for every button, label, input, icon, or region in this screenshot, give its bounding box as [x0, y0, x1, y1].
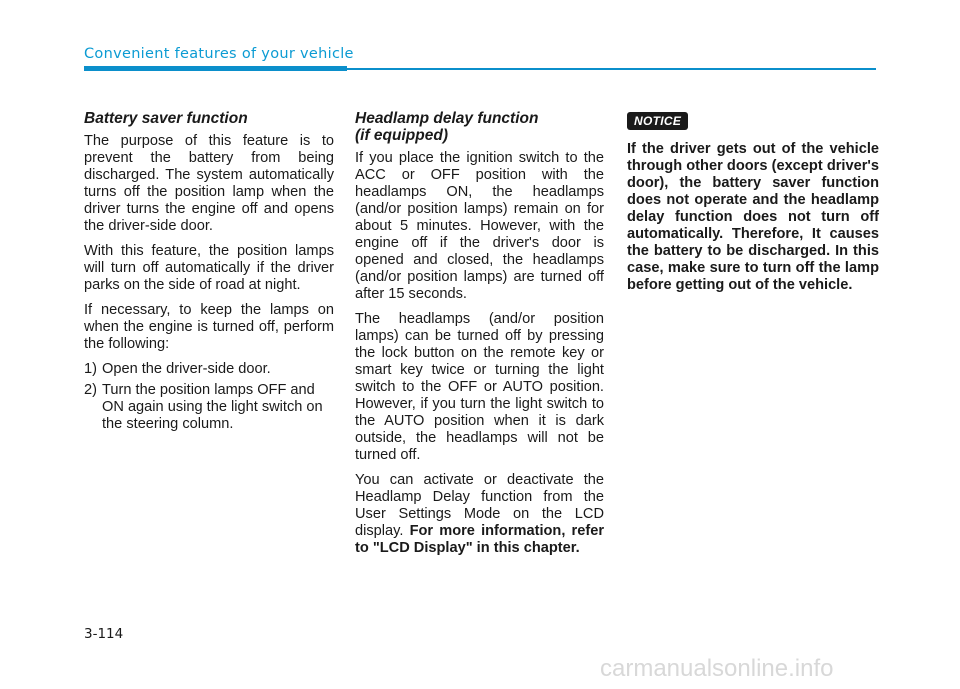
step-item — [84, 361, 334, 378]
watermark: carmanualsonline.info — [600, 655, 834, 682]
headlamp-delay-paragraph-2: The headlamps (and/or position lamps) can be turned off by pressing the lock button on the remote key or smart key twice or turning the light switch to the OFF or AUTO position. However, if you turn the light switch to the AUTO position when it is dark outside, the headlamps will not be turned off. — [355, 311, 604, 463]
step-item — [84, 382, 334, 433]
headlamp-delay-paragraph-3-text: You can activate or deactivate the Headlamp Delay function from the User Settings Mode on the LCD display. — [355, 472, 604, 539]
notice-badge: NOTICE — [627, 112, 688, 130]
headlamp-delay-paragraph-3 — [355, 472, 604, 557]
column-notice — [627, 112, 879, 294]
header-rule-thin — [347, 68, 876, 70]
step-text: Open the driver-side door. — [102, 361, 271, 377]
battery-saver-title: Battery saver function — [84, 110, 248, 127]
headlamp-delay-title — [355, 110, 604, 144]
headlamp-delay-paragraph-1: If you place the ignition switch to the ACC or OFF position with the headlamps ON, the headlamps (and/or position lamps) remain on for about 5 minutes. However, with the engine off if the driver's door is opened and closed, the headlamps (and/or position lamps) are turned off after 15 seconds. — [355, 150, 604, 302]
column-battery-saver — [84, 110, 334, 437]
headlamp-delay-reference: For more information, refer to "LCD Display" in this chapter. — [355, 523, 605, 556]
section-header-title: Convenient features of your vehicle — [84, 46, 354, 62]
battery-saver-steps — [84, 361, 334, 433]
battery-saver-paragraph-2: With this feature, the position lamps will turn off automatically if the driver parks on the side of road at night. — [84, 243, 334, 293]
headlamp-delay-title-line1: Headlamp delay function — [355, 110, 539, 127]
step-number: 1) — [84, 361, 97, 377]
notice-text: If the driver gets out of the vehicle through other doors (except driver's door), the battery saver function does not operate and the headlamp delay function does not turn off automatically. Therefore, It causes the battery to be discharged. In this case, make sure to turn off the lamp before getting out of the vehicle. — [627, 141, 879, 293]
step-text: Turn the position lamps OFF and ON again using the light switch on the steering column. — [102, 382, 323, 432]
battery-saver-paragraph-3: If necessary, to keep the lamps on when the engine is turned off, perform the following: — [84, 302, 334, 352]
battery-saver-paragraph-1: The purpose of this feature is to prevent the battery from being discharged. The system automatically turns off the position lamp when the driver turns the engine off and opens the driver-side door. — [84, 133, 334, 234]
header-rule-thick — [84, 66, 347, 71]
column-headlamp-delay — [355, 110, 604, 565]
page-number: 3-114 — [84, 626, 124, 642]
step-number: 2) — [84, 382, 97, 398]
headlamp-delay-title-line2: (if equipped) — [355, 127, 448, 144]
